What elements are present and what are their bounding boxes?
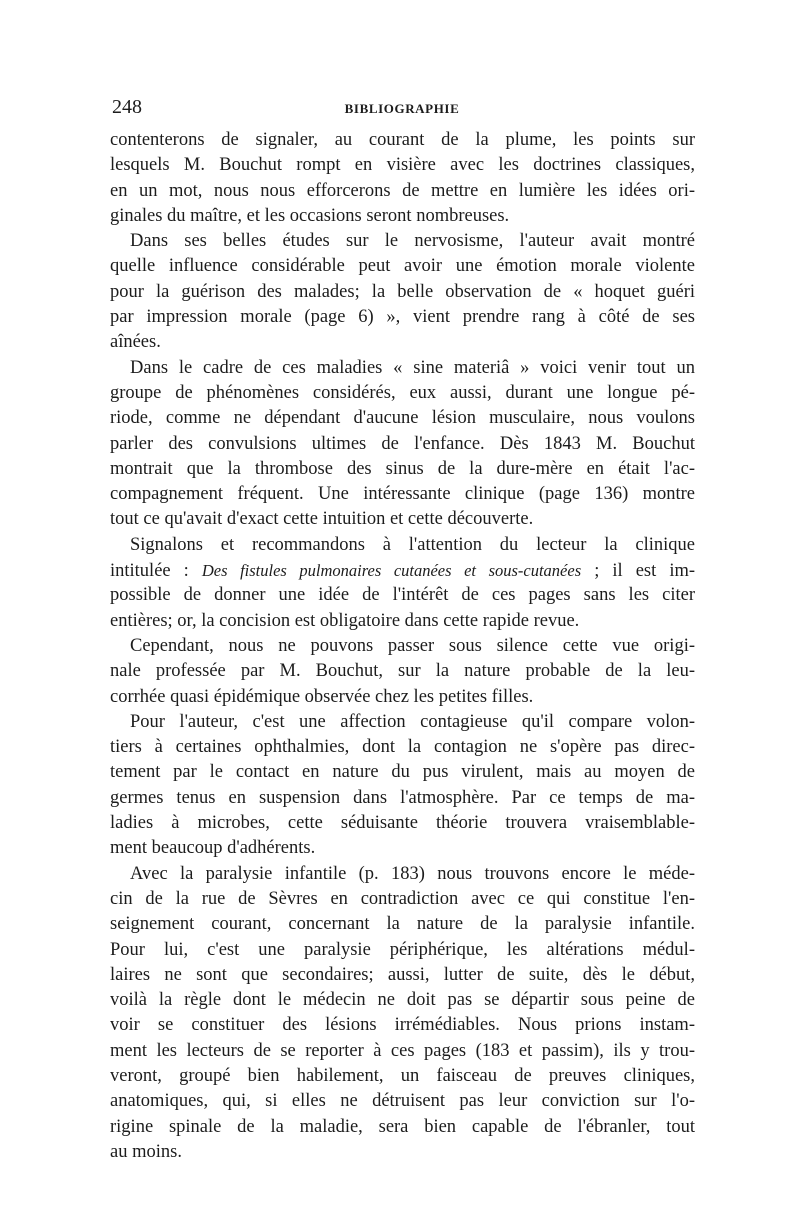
- text-line: Signalons et recommandons à l'attention du lecteur la clinique: [130, 534, 695, 555]
- paragraph: [110, 128, 695, 229]
- text-line: Avec la paralysie infantile (p. 183) nous trouvons encore le méde-: [130, 863, 695, 884]
- text-line: ment beaucoup d'adhérents.: [110, 838, 316, 859]
- text-line: Cependant, nous ne pouvons passer sous silence cette vue origi-: [130, 635, 695, 656]
- text-line: tiers à certaines ophthalmies, dont la contagion ne s'opère pas direc-: [110, 737, 695, 758]
- text-line: Dans ses belles études sur le nervosisme, l'auteur avait montré: [130, 231, 695, 252]
- text-line: aînées.: [110, 332, 161, 353]
- text-line: voir se constituer des lésions irrémédiables. Nous prions instam-: [110, 1015, 695, 1036]
- text-line: Dans le cadre de ces maladies « sine materiâ » voici venir tout un: [130, 357, 695, 378]
- text-line: possible de donner une idée de l'intérêt de ces pages sans les citer: [110, 585, 695, 606]
- text-line: veront, groupé bien habilement, un faisceau de preuves cliniques,: [110, 1065, 695, 1086]
- text-line: Pour l'auteur, c'est une affection contagieuse qu'il compare volon-: [130, 711, 695, 732]
- text-line: tout ce qu'avait d'exact cette intuition et cette découverte.: [110, 509, 534, 530]
- line-text: intitulée :: [110, 561, 202, 582]
- text-line: groupe de phénomènes considérés, eux aussi, durant une longue pé-: [110, 382, 695, 403]
- text-line: rigine spinale de la maladie, sera bien capable de l'ébranler, tout: [110, 1116, 695, 1137]
- page-number: 248: [112, 96, 142, 118]
- text-line: anatomiques, qui, si elles ne détruisent pas leur conviction sur l'o-: [110, 1091, 695, 1112]
- paragraph: [110, 862, 695, 1166]
- paragraph: [110, 533, 695, 634]
- text-line: quelle influence considérable peut avoir une émotion morale violente: [110, 256, 695, 277]
- text-line: compagnement fréquent. Une intéressante clinique (page 136) montre: [110, 484, 695, 505]
- paragraph: [110, 356, 695, 533]
- text-line: lesquels M. Bouchut rompt en visière avec les doctrines classiques,: [110, 155, 695, 176]
- line-text: ; il est im-: [581, 561, 695, 582]
- text-line: seignement courant, concernant la nature de la paralysie infantile.: [110, 914, 695, 935]
- text-line: au moins.: [110, 1141, 182, 1162]
- body-text: [110, 128, 695, 1165]
- text-line: ginales du maître, et les occasions seront nombreuses.: [110, 205, 510, 226]
- text-line: corrhée quasi épidémique observée chez les petites filles.: [110, 686, 534, 707]
- text-line: laires ne sont que secondaires; aussi, lutter de suite, dès le début,: [110, 964, 695, 985]
- page-header: [112, 96, 692, 126]
- text-line: en un mot, nous nous efforcerons de mettre en lumière les idées ori-: [110, 180, 695, 201]
- text-line: germes tenus en suspension dans l'atmosphère. Par ce temps de ma-: [110, 787, 695, 808]
- text-line: Pour lui, c'est une paralysie périphérique, les altérations médul-: [110, 939, 695, 960]
- text-line: ladies à microbes, cette séduisante théorie trouvera vraisemblable-: [110, 813, 695, 834]
- paragraph: [110, 229, 695, 355]
- italic-title: Des fistules pulmonaires cutanées et sous-cutanées: [201, 561, 582, 581]
- text-line: riode, comme ne dépendant d'aucune lésion musculaire, nous voulons: [110, 408, 695, 429]
- text-line: nale professée par M. Bouchut, sur la nature probable de la leu-: [110, 661, 695, 682]
- text-line: ment les lecteurs de se reporter à ces pages (183 et passim), ils y trou-: [110, 1040, 695, 1061]
- paragraph: [110, 634, 695, 710]
- text-line: montrait que la thrombose des sinus de la dure-mère en était l'ac-: [110, 458, 695, 479]
- text-line: parler des convulsions ultimes de l'enfance. Dès 1843 M. Bouchut: [110, 433, 695, 454]
- text-line: cin de la rue de Sèvres en contradiction avec ce qui constitue l'en-: [110, 888, 695, 909]
- text-line: tement par le contact en nature du pus virulent, mais au moyen de: [110, 762, 695, 783]
- running-head: BIBLIOGRAPHIE: [344, 101, 460, 116]
- text-line: entières; or, la concision est obligatoire dans cette rapide revue.: [110, 610, 580, 631]
- text-line: pour la guérison des malades; la belle observation de « hoquet guéri: [110, 281, 695, 302]
- text-line: voilà la règle dont le médecin ne doit pas se départir sous peine de: [110, 990, 695, 1011]
- text-line: par impression morale (page 6) », vient prendre rang à côté de ses: [110, 307, 695, 328]
- paragraph: [110, 710, 695, 862]
- text-line: [110, 558, 695, 583]
- text-line: contenterons de signaler, au courant de la plume, les points sur: [110, 130, 695, 150]
